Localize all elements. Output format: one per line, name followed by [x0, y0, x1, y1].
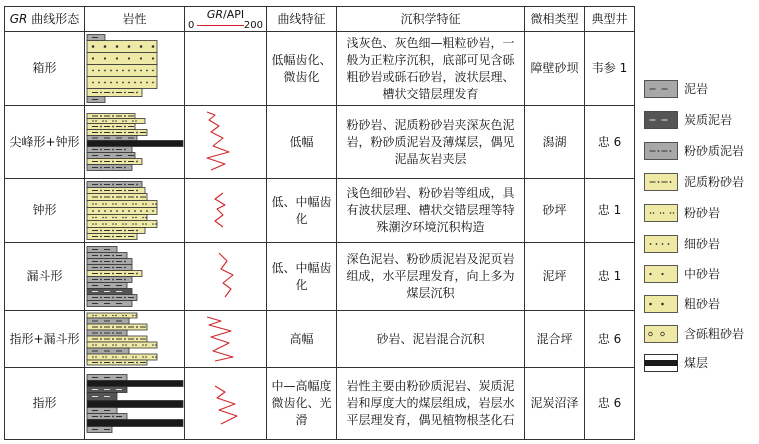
lithology-layer: [87, 342, 157, 348]
table-row: [5, 311, 635, 368]
muddy-siltstone-swatch-icon: [644, 173, 678, 191]
table-row: [5, 179, 635, 243]
gr-curve-line: [219, 253, 233, 297]
lithology-layer: [87, 265, 132, 271]
microfacies-cell: 潟湖: [525, 106, 585, 179]
lithology-layer: [87, 336, 147, 342]
header-curve-shape: [5, 7, 85, 32]
legend-item: 中砂岩: [644, 263, 756, 285]
lithology-column: [85, 106, 185, 179]
lithology-layer: [87, 159, 142, 165]
curve-shape-cell: 指形: [5, 368, 85, 440]
table-row: [5, 32, 635, 106]
curve-feature-cell: 中—高幅度微齿化、光滑: [267, 368, 337, 440]
lithology-layer: [87, 354, 157, 360]
microfacies-cell: 障壁砂坝: [525, 32, 585, 106]
lithology-layer: [87, 136, 137, 141]
lithology-layer: [87, 153, 135, 159]
gr-curve-line: [207, 317, 233, 361]
lithology-layer: [87, 97, 105, 103]
gr-curve-line: [215, 193, 225, 227]
legend-item: 煤层: [644, 352, 756, 374]
microfacies-cell: 砂坪: [525, 179, 585, 243]
lithology-layer: [87, 401, 183, 408]
lithology-layer: [87, 259, 132, 265]
sedimentology-cell: 浅色细砂岩、粉砂岩等组成，具有波状层理、槽状交错层理等特殊潮汐环境沉积构造: [337, 179, 525, 243]
curve-shape-cell: 钟形: [5, 179, 85, 243]
mudstone-swatch-icon: [644, 80, 678, 98]
header-sedimentology: 沉积学特征: [337, 7, 525, 32]
silty-mudstone-swatch-icon: [644, 142, 678, 160]
microfacies-cell: 泥炭沼泽: [525, 368, 585, 440]
gr-scale-line: [197, 25, 244, 26]
header-microfacies: 微相类型: [525, 7, 585, 32]
curve-feature-cell: 低、中幅齿化: [267, 243, 337, 311]
typical-well-cell: 忠 6: [585, 368, 635, 440]
facies-table: [4, 6, 635, 440]
lithology-layer: [87, 182, 142, 188]
curve-feature-cell: 低幅齿化、微齿化: [267, 32, 337, 106]
curve-feature-cell: 低幅: [267, 106, 337, 179]
typical-well-cell: 忠 1: [585, 243, 635, 311]
lithology-layer: [87, 130, 147, 136]
gr-curve-cell: [185, 311, 267, 368]
medium-sandstone-swatch-icon: [644, 265, 678, 283]
lithology-layer: [87, 53, 157, 65]
coal-swatch-icon: [644, 354, 678, 372]
curve-feature-cell: 高幅: [267, 311, 337, 368]
gr-curve-cell: [185, 243, 267, 311]
sedimentology-cell: 砂岩、泥岩混合沉积: [337, 311, 525, 368]
lithology-layer: [87, 194, 147, 201]
gr-curve-cell: [185, 368, 267, 440]
table-row: [5, 106, 635, 179]
sedimentology-cell: 浅灰色、灰色细—粗粒砂岩，一般为正粒序沉积，底部可见含砾粗砂岩或砾石砂岩，波状层理、槽状交错层理发育: [337, 32, 525, 106]
curve-shape-cell: 指形+漏斗形: [5, 311, 85, 368]
legend-item: 粗砂岩: [644, 293, 756, 315]
gr-curve-cell: [185, 179, 267, 243]
lithology-layer: [87, 427, 112, 433]
lithology-layer: [87, 271, 142, 277]
lithology-column: [85, 368, 185, 440]
lithology-layer: [87, 283, 127, 289]
legend-item: 粉砂岩: [644, 202, 756, 224]
legend-item: 炭质泥岩: [644, 109, 756, 131]
sedimentology-cell: 岩性主要由粉砂质泥岩、炭质泥岩和厚度大的煤层组成，岩层水平层理发育，偶见植物根茎化石: [337, 368, 525, 440]
header-lithology: 岩性: [85, 7, 185, 32]
header-feature: 曲线特征: [267, 7, 337, 32]
legend-item: 粉砂质泥岩: [644, 140, 756, 162]
lithology-layer: [87, 147, 132, 153]
sedimentology-cell: 粉砂岩、泥质粉砂岩夹深灰色泥岩，粉砂质泥岩及薄煤层，偶见泥晶灰岩夹层: [337, 106, 525, 179]
lithology-layer: [87, 318, 129, 324]
lithology-layer: [87, 381, 183, 387]
typical-well-cell: 忠 1: [585, 179, 635, 243]
typical-well-cell: 韦参 1: [585, 32, 635, 106]
lithology-layer: [87, 324, 147, 330]
legend-item: 含砾粗砂岩: [644, 323, 756, 345]
pebbly-coarse-sandstone-swatch-icon: [644, 325, 678, 343]
lithology-layer: [87, 277, 132, 283]
sedimentology-cell: 深色泥岩、粉砂质泥岩及泥页岩组成，水平层理发育，向上多为煤层沉积: [337, 243, 525, 311]
curve-feature-cell: 低、中幅齿化: [267, 179, 337, 243]
lithology-layer: [87, 330, 127, 336]
lithology-layer: [87, 289, 132, 295]
lithology-layer: [87, 114, 135, 119]
lithology-layer: [87, 41, 157, 53]
legend-item: 泥岩: [644, 78, 756, 100]
gr-max: 200: [243, 20, 263, 31]
lithology-column: [85, 243, 185, 311]
microfacies-cell: 泥坪: [525, 243, 585, 311]
lithology-layer: [87, 77, 157, 89]
lithology-column: [85, 32, 185, 106]
gr-curve-line: [215, 386, 237, 424]
lithology-column: [85, 179, 185, 243]
lithology-layer: [87, 201, 157, 208]
lithology-layer: [87, 301, 132, 307]
lithology-layer: [87, 348, 129, 354]
lithology-layer: [87, 375, 127, 381]
gr-title: GR/API: [206, 8, 245, 21]
header-curve-rest: 曲线形态: [31, 11, 80, 26]
gr-curve-cell: [185, 106, 267, 179]
lithology-layer: [87, 253, 127, 259]
lithology-layer: [87, 124, 135, 130]
lithology-layer: [87, 393, 117, 401]
gr-curve-cell: [185, 32, 267, 106]
typical-well-cell: 忠 6: [585, 106, 635, 179]
lithology-layer: [87, 420, 183, 427]
lithology-layer: [87, 119, 145, 124]
table-row: [5, 368, 635, 440]
lithology-layer: [87, 35, 105, 41]
coarse-sandstone-swatch-icon: [644, 295, 678, 313]
gr-curve-line: [207, 112, 229, 170]
curve-shape-cell: 尖峰形+钟形: [5, 106, 85, 179]
lithology-layer: [87, 295, 137, 301]
gr-min: 0: [188, 20, 195, 31]
lithology-layer: [87, 360, 147, 365]
lithology-layer: [87, 414, 127, 420]
table-row: [5, 243, 635, 311]
lithology-layer: [87, 247, 117, 253]
lithology-layer: [87, 165, 132, 171]
lithology-layer: [87, 89, 142, 97]
header-row: [5, 7, 635, 32]
carbonaceous-mudstone-swatch-icon: [644, 111, 678, 129]
header-gr: [185, 7, 267, 32]
header-well: 典型井: [585, 7, 635, 32]
typical-well-cell: 忠 6: [585, 311, 635, 368]
legend-item: 泥质粉砂岩: [644, 171, 756, 193]
lithology-layer: [87, 215, 147, 221]
lithology-column: [85, 311, 185, 368]
siltstone-swatch-icon: [644, 204, 678, 222]
microfacies-cell: 混合坪: [525, 311, 585, 368]
lithology-layer: [87, 141, 183, 147]
lithology-layer: [87, 221, 157, 228]
legend-item: 细砂岩: [644, 233, 756, 255]
header-curve-gr: GR: [9, 11, 28, 26]
lithology-layer: [87, 387, 127, 393]
lithology-layer: [87, 208, 157, 215]
curve-shape-cell: 箱形: [5, 32, 85, 106]
lithology-layer: [87, 65, 157, 77]
fine-sandstone-swatch-icon: [644, 235, 678, 253]
lithology-layer: [87, 313, 137, 318]
lithology-layer: [87, 188, 145, 194]
lithology-layer: [87, 234, 137, 240]
lithology-layer: [87, 228, 145, 234]
curve-shape-cell: 漏斗形: [5, 243, 85, 311]
lithology-layer: [87, 408, 117, 414]
